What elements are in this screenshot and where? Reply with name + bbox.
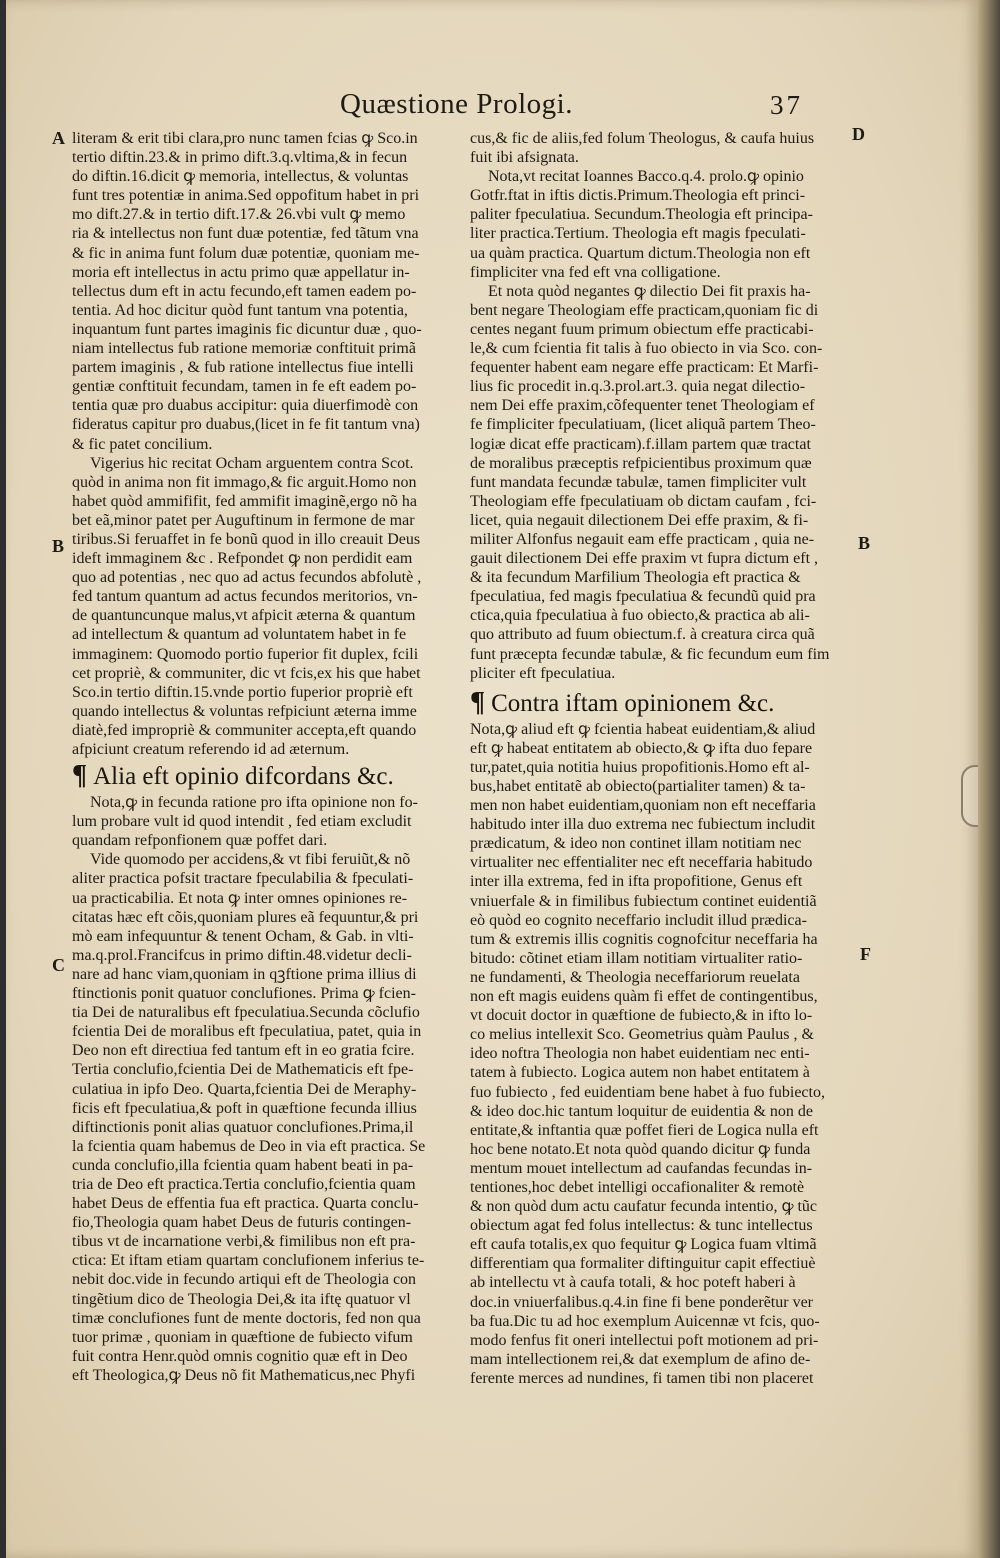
- text-line: funt præcepta fecundæ tabulæ, & fic fecundum eum fim: [470, 645, 830, 663]
- text-line: virtualiter nec effentialiter nec eft neceffaria habitudo: [470, 854, 813, 872]
- text-line: quando intellectus & voluntas refpiciunt æterna imme: [72, 702, 417, 720]
- text-line: pliciter eft fpeculatiua.: [470, 664, 616, 682]
- margin-letter-c: C: [52, 955, 65, 975]
- left-paragraph-2: [72, 454, 464, 760]
- text-line: fuit contra Henr.quòd omnis cognitio quæ eft in Deo: [72, 1347, 408, 1365]
- text-line: tertio diftin.23.& in primo dift.3.q.vltima,& in fecun: [72, 149, 408, 167]
- text-line: de moralibus præceptis refpicientibus proximum quæ: [470, 454, 812, 472]
- text-line: de quantuncunque malus,vt afpicit æterna & quantum: [72, 607, 416, 625]
- text-line: cet propriè, & communiter, dic vt fcis,ex his que habet: [72, 664, 421, 682]
- text-line: fuit ibi afsignata.: [470, 149, 579, 167]
- text-line: ua practicabilia. Et nota ꝙ inter omnes opiniones re-: [72, 889, 408, 907]
- text-line: ne fundamenti, & Theologia neceffariorum reuelata: [470, 968, 800, 986]
- text-line: tuor primæ , quoniam in quæftione de fubiecto vifum: [72, 1328, 413, 1346]
- text-line: habet Deus de effentia fua eft practica. Quarta conclu-: [72, 1195, 419, 1213]
- text-line: fuo fubiecto , fed euidentiam bene habet à fuo fubiecto,: [470, 1083, 825, 1101]
- text-line: nem Dei effe praxim,cõfequenter tenet Theologiam ef: [470, 397, 815, 415]
- text-line: Vigerius hic recitat Ocham arguentem contra Scot.: [90, 454, 414, 472]
- text-line: tia Dei de naturalibus eft fpeculatiua.Secunda cõclufio: [72, 1004, 420, 1022]
- text-line: tentia quæ pro duabus accipitur: quia diuerfimodè con: [72, 397, 419, 415]
- text-line: ctica,quia fpeculatiua à fuo obiecto,& practica ab ali-: [470, 607, 810, 625]
- text-line: tentiones,hoc debet intelligi occafionaliter & remotè: [470, 1178, 805, 1196]
- text-line: centes negant fuum primum obiectum effe practicabi-: [470, 320, 814, 338]
- text-line: habitudo inter illa duo extrema nec fubiectum includit: [470, 816, 816, 834]
- right-paragraph-4: [470, 720, 852, 1388]
- text-line: Gotfr.ftat in iftis dictis.Primum.Theologia eft princi-: [470, 187, 806, 205]
- text-line: eft ꝙ habeat entitatem ab obiecto,& ꝙ ifta duo fepare: [470, 739, 813, 757]
- text-line: ftinctionis ponit quatuor conclufiones. Prima ꝙ fcien-: [72, 985, 416, 1003]
- margin-letter-a: A: [52, 128, 65, 148]
- text-line: tentia. Ad hoc dicitur quòd funt tantum vna potentia,: [72, 301, 408, 319]
- text-line: mam intellectionem rei,& dat exemplum de afino de-: [470, 1350, 811, 1368]
- text-line: tur,patet,quia notitia huius propofitionis.Homo eft al-: [470, 758, 810, 776]
- text-line: cus,& fic de aliis,fed folum Theologus, & caufa huius: [470, 130, 815, 147]
- text-line: Sco.in tertio diftin.15.vnde portio fuperior propriè eft: [72, 683, 413, 701]
- margin-letter-f: F: [860, 944, 871, 964]
- text-line: doc.in vniuerfalibus.q.4.in fine fi bene ponderẽtur ver: [470, 1293, 813, 1311]
- text-line: afpiciunt creatum referendo id ad æternum.: [72, 741, 350, 758]
- text-line: diftinctionis ponit alias quatuor conclufiones.Prima,il: [72, 1118, 414, 1136]
- text-line: quo ad potentias , nec quo ad actus fecundos abfolutè ,: [72, 569, 422, 587]
- text-line: bet eã,minor patet per Auguftinum in fermone de mar: [72, 511, 415, 529]
- text-line: & non quòd dum actu caufatur fecunda intentio, ꝙ tũc: [470, 1198, 818, 1216]
- text-line: culatiua in ipfo Deo. Quarta,fcientia Dei de Meraphy-: [72, 1080, 417, 1098]
- text-line: tatem à fubiecto. Logica autem non habet entitatem à: [470, 1064, 810, 1082]
- text-line: cunda conclufio,illa fcientia quam habent beati in pa-: [72, 1156, 414, 1174]
- text-line: Nota,ꝙ aliud eft ꝙ fcientia habeat euidentiam,& aliud: [470, 720, 816, 738]
- margin-letter-b-right: B: [858, 533, 871, 553]
- text-line: fcientia Dei de moralibus eft fpeculatiua, patet, quia in: [72, 1023, 422, 1041]
- text-line: vt docuit doctor in quæftione de fubiecto,& in ifto lo-: [470, 1007, 813, 1025]
- text-line: la fcientia quam habemus de Deo in via eft practica. Se: [72, 1137, 426, 1155]
- left-column: [72, 129, 464, 1385]
- text-line: lum probare vult id quod intendit , fed etiam excludit: [72, 813, 412, 831]
- text-line: nebit doc.vide in fecundo artiqui eft de Theologia con: [72, 1271, 417, 1289]
- text-line: militer Alfonfus negauit eam effe practicam , quia ne-: [470, 530, 815, 548]
- text-line: ideo noftra Theologia non habet euidentiam nec enti-: [470, 1045, 810, 1063]
- left-paragraph-4: [72, 850, 464, 1385]
- text-line: inquantum funt partes imaginis fic dicuntur duæ , quo-: [72, 320, 422, 338]
- text-line: tellectus dum eft in actu fecundo,eft tamen eadem po-: [72, 282, 417, 300]
- text-line: Deo non eft directiua fed tantum eft in eo gratia fcire.: [72, 1042, 415, 1060]
- text-line: gauit dilectionem Dei effe praxim vt fupra dictum eft ,: [470, 550, 819, 568]
- text-line: obiectum agat fed folus intellectus: & tunc intellectus: [470, 1217, 813, 1235]
- text-line: ria & intellectus non funt duæ potentiæ, fed tãtum vna: [72, 225, 419, 243]
- text-line: funt mandata fecundæ tabulæ, tamen fimpliciter vult: [470, 473, 807, 491]
- text-line: Et nota quòd negantes ꝙ dilectio Dei fit praxis ha-: [488, 282, 811, 300]
- text-line: differentiam qua formaliter diftinguitur capit effectiuè: [470, 1255, 816, 1273]
- text-line: mentum mouet intellectum ad caufandas fecundas in-: [470, 1159, 813, 1177]
- text-line: eò quòd eo cognito neceffario includit illud prædica-: [470, 911, 807, 929]
- text-line: ad intellectum & quantum ad voluntatem habet in fe: [72, 626, 407, 644]
- text-line: quandam refponfionem quæ poffet dari.: [72, 832, 328, 850]
- text-line: le,& cum fcientia fit talis à fuo obiecto in via Sco. con-: [470, 340, 823, 358]
- text-line: men non habet euidentiam,quoniam non eft neceffaria: [470, 797, 816, 815]
- text-line: partem imaginis , & fub ratione intellectus fiue intelli: [72, 359, 414, 377]
- text-line: diatè,fed impropriè & communiter accepta,eft quando: [72, 721, 417, 739]
- text-line: licet, quia negauit dilectionem Dei effe praxim, & fi-: [470, 511, 809, 529]
- text-line: paliter fpeculatiua. Secundum.Theologia eft principa-: [470, 206, 813, 224]
- text-line: fed tantum quantum ad actus fecundos meritorios, vn-: [72, 588, 418, 606]
- text-line: bent negare Theologiam effe practicam,quoniam fic di: [470, 301, 819, 319]
- text-line: tingẽtium dico de Theologia Dei,& ita iftę quatuor vl: [72, 1290, 411, 1308]
- page-edge: [978, 0, 1000, 1558]
- text-line: moria eft intellectus in actu primo quæ appellatur in-: [72, 263, 410, 281]
- right-paragraph-1: [470, 129, 852, 167]
- text-line: eft Theologica,ꝙ Deus nõ fit Mathematicus,nec Phyfi: [72, 1366, 416, 1384]
- text-line: fequenter habent eam negare effe practicam: Et Marfi-: [470, 359, 819, 377]
- text-line: tibus vt de incarnatione verbi,& fimilibus non eft pra-: [72, 1233, 416, 1251]
- text-line: quòd in anima non fit immago,& fic arguit.Homo non: [72, 473, 417, 491]
- text-line: Theologiam effe fpeculatiuam ob dictam caufam , fci-: [470, 492, 817, 510]
- text-line: tria de Deo eft practica.Tertia conclufio,fcientia quam: [72, 1175, 416, 1193]
- margin-letter-b: B: [52, 536, 65, 556]
- text-line: fimpliciter vna fed eft vna colligatione.: [470, 263, 721, 281]
- text-line: co melius intellexit Sco. Geometrius quàm Paulus , &: [470, 1026, 814, 1044]
- right-paragraph-3: [470, 282, 852, 683]
- text-line: ideft immaginem &c . Refpondet ꝙ non perdidit eam: [72, 550, 413, 568]
- text-line: literam & erit tibi clara,pro nunc tamen fcias ꝙ Sco.in: [72, 130, 418, 147]
- text-line: tum & extremis illis cognitis cognofcitur neceffaria ha: [470, 930, 818, 948]
- right-section-heading: [470, 686, 852, 720]
- text-line: bitudo: cõtinet etiam illam notitiam virtualiter ratio-: [470, 949, 803, 967]
- text-line: Nota,ꝙ in fecunda ratione pro ifta opinione non fo-: [90, 794, 418, 812]
- text-line: eft caufa totalis,ex quo fequitur ꝙ Logica fuam vltimã: [470, 1236, 817, 1254]
- text-line: funt tres potentiæ in anima.Sed oppofitum habet in pri: [72, 187, 420, 205]
- text-line: & fic in anima funt folum duæ potentiæ, quoniam me-: [72, 244, 420, 262]
- text-line: ficis eft fpeculatiua,& poft in quæftione fecunda illius: [72, 1099, 417, 1117]
- text-line: & ita fecundum Marfilium Theologia eft practica &: [470, 569, 801, 587]
- left-section-heading: [72, 759, 464, 793]
- text-line: gentiæ conftituit fecundam, tamen in fe eft eadem po-: [72, 378, 417, 396]
- text-line: fideratus capitur pro duabus,(licet in fe fit tantum vna): [72, 416, 420, 434]
- text-line: logiæ dicat effe practicam).f.illam partem quæ tractat: [470, 435, 811, 453]
- text-line: nare ad hanc viam,quoniam in qꝫftione prima illius di: [72, 965, 417, 983]
- right-heading-text: Contra iftam opinionem &c.: [491, 689, 775, 717]
- text-line: lius fic procedit in.q.3.prol.art.3. quia negat dilectio-: [470, 378, 806, 396]
- text-line: Vide quomodo per accidens,& vt fibi feruiũt,& nõ: [90, 851, 411, 869]
- text-line: mo dift.27.& in tertio dift.17.& 26.vbi vult ꝙ memo: [72, 206, 406, 224]
- text-line: quo attributo ad fuum obiectum.f. à creatura circa quã: [470, 626, 815, 644]
- text-line: inter illa extrema, fed in ifta propofitione, Genus eft: [470, 873, 803, 891]
- running-head: Quæstione Prologi.: [340, 88, 573, 120]
- pilcrow-icon: ¶: [72, 760, 88, 792]
- text-line: mò eam infequuntur & tenent Ocham, & Gab. in vlti-: [72, 927, 414, 945]
- text-line: immaginem: Quomodo portio fuperior fit duplex, fcili: [72, 645, 419, 663]
- left-paragraph-1: [72, 129, 464, 454]
- text-line: citatas hæc eft cõis,quoniam plures eã fequuntur,& pri: [72, 908, 419, 926]
- text-line: ab intellectu vt à caufa totali, & hoc poteft haberi à: [470, 1274, 796, 1292]
- text-line: do diftin.16.dicit ꝙ memoria, intellectus, & voluntas: [72, 168, 409, 186]
- text-line: vniuerfale & in fimilibus fubiectum continet euidentiã: [470, 892, 817, 910]
- margin-letter-d: D: [852, 124, 865, 144]
- text-line: ctica: Et iftam etiam quartam conclufionem inferius te-: [72, 1252, 425, 1270]
- right-column: [470, 129, 852, 1388]
- text-line: Tertia conclufio,fcientia Dei de Mathematicis eft fpe-: [72, 1061, 414, 1079]
- text-line: tiribus.Si feruaffet in fe bonũ quod in illo creauit Deus: [72, 530, 421, 548]
- text-line: aliter practica pofsit tractare fpeculabilia & fpeculati-: [72, 870, 414, 888]
- text-line: fpeculatiua, fed magis fpeculatiua & fecundũ quid pra: [470, 588, 816, 606]
- text-line: Nota,vt recitat Ioannes Bacco.q.4. prolo.ꝙ opinio: [488, 168, 804, 186]
- text-line: & ideo doc.hic tantum loquitur de euidentia & non de: [470, 1102, 814, 1120]
- right-paragraph-2: [470, 167, 852, 282]
- text-line: bus,habet entitatẽ ab obiecto(partialiter tamen) & ta-: [470, 778, 806, 795]
- text-line: ma.q.prol.Francifcus in primo diftin.48.videtur decli-: [72, 946, 412, 964]
- left-paragraph-3: [72, 793, 464, 850]
- text-line: ua quàm practica. Quartum dictum.Theologia non eft: [470, 244, 811, 262]
- text-line: fe fimpliciter fpeculatiuam, (licet aliquã partem Theo-: [470, 416, 816, 434]
- text-line: modo fenfus fit oneri intellectui poft motionem ad pri-: [470, 1331, 819, 1349]
- text-line: hoc bene notato.Et nota quòd quando dicitur ꝙ funda: [470, 1140, 811, 1158]
- text-line: & fic patet concilium.: [72, 435, 213, 453]
- pilcrow-icon: ¶: [470, 686, 486, 718]
- text-line: liter practica.Tertium. Theologia eft magis fpeculati-: [470, 225, 806, 243]
- page-number: 37: [770, 90, 803, 120]
- text-line: non eft magis euidens quàm fi effet de contingentibus,: [470, 988, 818, 1006]
- left-heading-text: Alia eft opinio difcordans &c.: [93, 763, 394, 791]
- text-line: ferente merces ad nundines, fi tamen tibi non placeret: [470, 1369, 814, 1387]
- text-line: niam intellectus fub ratione memoriæ conftituit primã: [72, 340, 416, 358]
- text-line: habet quòd ammififit, fed ammifit imaginẽ,ergo nõ ha: [72, 492, 417, 510]
- text-line: entitate,& inftantia quæ poffet fieri de Logica nulla eft: [470, 1121, 819, 1139]
- text-line: ba fua.Dic tu ad hoc exemplum Auicennæ vt fcis, quo-: [470, 1312, 820, 1330]
- text-line: fio,Theologia quam habet Deus de futuris contingen-: [72, 1214, 412, 1232]
- text-line: timæ conclufiones funt de mente doctoris, fed non qua: [72, 1309, 421, 1327]
- text-line: prædicatum, & ideo non continet illam notitiam nec: [470, 835, 802, 853]
